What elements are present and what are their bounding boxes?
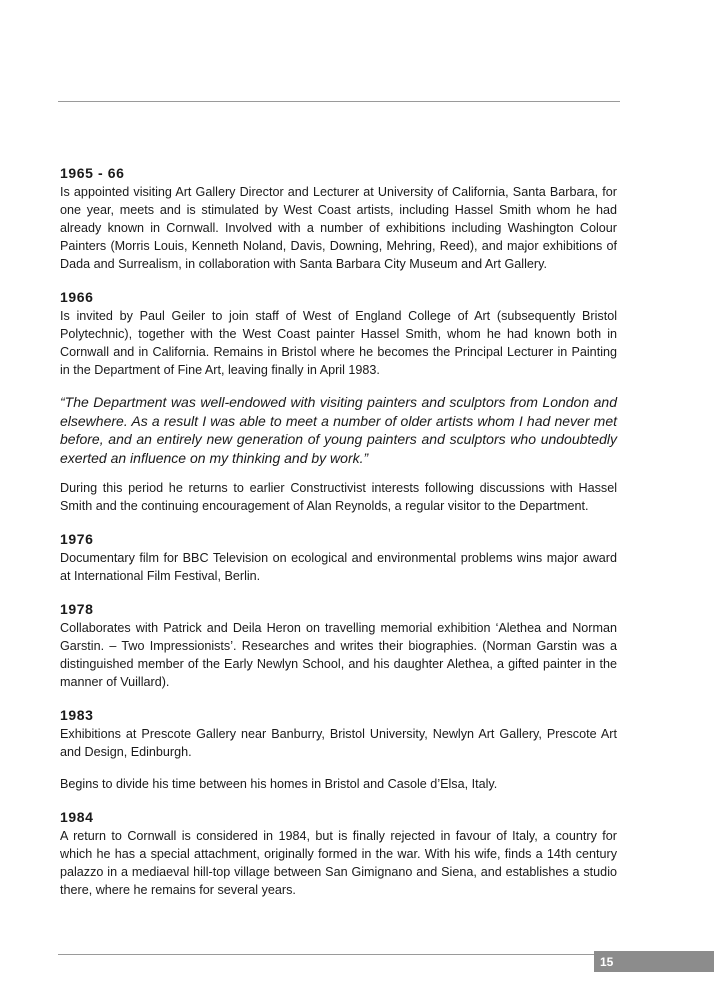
entry-1965-66 — [60, 164, 617, 273]
entry-paragraph: During this period he returns to earlier Constructivist interests following discussions with Hassel Smith and the continuing encouragement of Alan Reynolds, a regular visitor to the Department. — [60, 481, 617, 513]
entry-paragraph: Begins to divide his time between his homes in Bristol and Casole d’Elsa, Italy. — [60, 777, 498, 791]
entry-year: 1966 — [60, 289, 94, 305]
entry-1984 — [60, 808, 617, 899]
entry-paragraph: Documentary film for BBC Television on ecological and environmental problems wins major award at International Film Festival, Berlin. — [60, 551, 617, 583]
entry-year: 1965 - 66 — [60, 165, 125, 181]
header-rule — [58, 101, 620, 102]
page-number: 15 — [600, 955, 614, 969]
entry-1978 — [60, 600, 617, 691]
entry-1976 — [60, 530, 617, 585]
chronology — [60, 164, 617, 914]
entry-paragraph: Is appointed visiting Art Gallery Director and Lecturer at University of California, Santa Barbara, for one year, meets and is stimulated by West Coast artists, including Hassel Smith whom he had already known in Cornwall. Involved with a number of exhibitions including Washington Colour Painters (Morris Louis, Kenneth Noland, Davis, Downing, Mehring, Reed), and major exhibitions of Dada and Surrealism, in collaboration with Santa Barbara City Museum and Art Gallery. — [60, 185, 617, 271]
entry-paragraph: A return to Cornwall is considered in 1984, but is finally rejected in favour of Italy, a country for which he has a special attachment, originally formed in the war. With his wife, finds a 14th century palazzo in a mediaeval hill-top village between San Gimignano and Siena, and establishes a studio there, where he remains for several years. — [60, 829, 617, 897]
entry-year: 1976 — [60, 531, 94, 547]
entry-1983 — [60, 706, 617, 793]
footer-rule — [58, 954, 594, 955]
entry-paragraph: Collaborates with Patrick and Deila Heron on travelling memorial exhibition ‘Alethea and Norman Garstin. – Two Impressionists’. Researches and writes their biographies. (Norman Garstin was a distinguished member of the Early Newlyn School, and his daughter Alethea, a gifted painter in the manner of Vuillard). — [60, 621, 617, 689]
entry-1966 — [60, 288, 617, 515]
entry-year: 1984 — [60, 809, 94, 825]
artist-quote: “The Department was well-endowed with visiting painters and sculptors from London and elsewhere. As a result I was able to meet a number of older artists whom I had never met before, and an entirely new generation of young painters and sculptors who undoubtedly exerted an influence on my thinking and by work.” — [60, 394, 617, 466]
entry-paragraph: Exhibitions at Prescote Gallery near Banburry, Bristol University, Newlyn Art Gallery, Prescote Art and Design, Edinburgh. — [60, 727, 617, 759]
entry-year: 1978 — [60, 601, 94, 617]
entry-year: 1983 — [60, 707, 94, 723]
entry-paragraph: Is invited by Paul Geiler to join staff of West of England College of Art (subsequently Bristol Polytechnic), together with the West Coast painter Hassel Smith, whom he had known both in Cornwall and in California. Remains in Bristol where he becomes the Principal Lecturer in Painting in the Department of Fine Art, leaving finally in April 1983. — [60, 309, 617, 377]
